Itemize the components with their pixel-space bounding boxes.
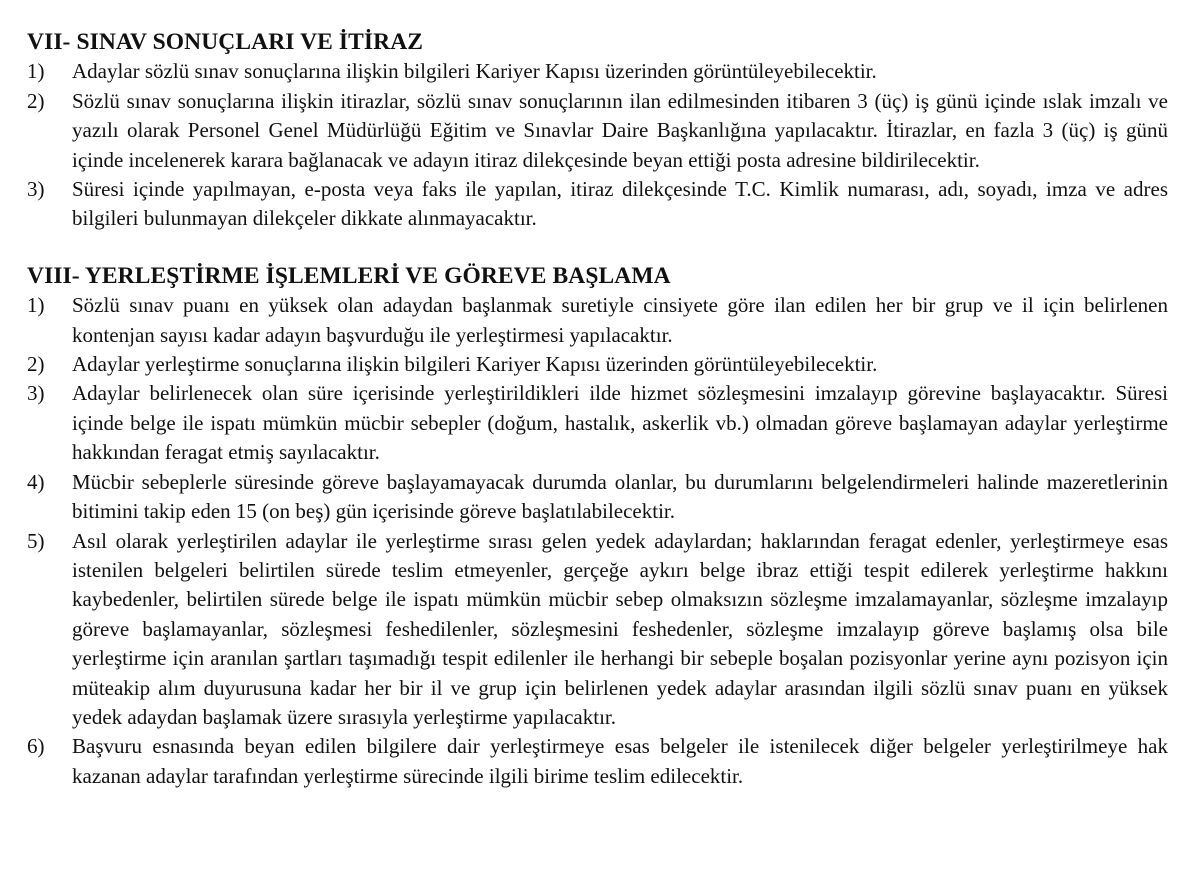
item-number: 1) [27,293,45,318]
item-text: Süresi içinde yapılmayan, e-posta veya faks ile yapılan, itiraz dilekçesinde T.C. Kimlik numarası, adı, soyadı, imza ve adres bilgileri bulunmayan dilekçeler dikkate alınmayacaktır. [72,177,1168,231]
item-text: Başvuru esnasında beyan edilen bilgilere dair yerleştirmeye esas belgeler ile istenilecek diğer belgeler yerleştirilmeye hak kazanan adaylar tarafından yerleştirme sürecinde ilgili birime teslim edilecektir. [72,734,1168,788]
item-number: 2) [27,352,45,377]
item-number: 3) [27,381,45,406]
section-title: VII- SINAV SONUÇLARI VE İTİRAZ [27,29,424,55]
list-item [27,175,1168,234]
list-item [27,87,1168,175]
item-text: Sözlü sınav sonuçlarına ilişkin itirazlar, sözlü sınav sonuçlarının ilan edilmesinden itibaren 3 (üç) iş günü içinde ıslak imzalı ve yazılı olarak Personel Genel Müdürlüğü Eğitim ve Sınavlar Daire Başkanlığına yapılacaktır. İtirazlar, en fazla 3 (üç) iş günü içinde incelenerek karara bağlanacak ve adayın itiraz dilekçesinde beyan ettiği posta adresine bildirilecektir. [72,88,1168,172]
item-text: Asıl olarak yerleştirilen adaylar ile yerleştirme sırası gelen yedek adaylardan; haklarından feragat edenler, yerleştirmeye esas istenilen belgeleri belirtilen sürede teslim etmeyenler, gerçeğe aykırı belge ibraz ettiği tespit edilerek yerleştirme hakkını kaybedenler, belirtilen sürede belge ile ispatı mümkün mücbir sebep olmaksızın sözleşme imzalamayanlar, sözleşme imzalayıp göreve başlamayanlar, sözleşmesi feshedilenler, sözleşmesini feshedenler, sözleşme imzalayıp göreve başlamış olsa bile yerleştirme için aranılan şartları taşımadığı tespit edilenler ile herhangi bir sebeple boşalan pozisyonlar yerine aynı pozisyon için müteakip alım duyurusuna kadar her bir il ve grup için belirlenen yedek adaylar arasından ilgili sözlü sınav puanı en yüksek yedek adaydan başlamak üzere sırasıyla yerleştirme yapılacaktır. [72,528,1168,729]
item-text: Sözlü sınav puanı en yüksek olan adaydan başlanmak suretiyle cinsiyete göre ilan edilen her bir grup ve il için belirlenen kontenjan sayısı kadar adayın başvurduğu ile yerleştirmesi yapılacaktır. [72,293,1168,347]
list-item [27,350,1168,379]
list-item [27,468,1168,527]
section-sinav-sonuclari [27,28,1168,234]
item-number: 3) [27,177,45,202]
item-text: Adaylar yerleştirme sonuçlarına ilişkin bilgileri Kariyer Kapısı üzerinden görüntüleyebilecektir. [72,352,878,377]
section-yerlestirme-islemleri [27,262,1168,791]
item-number: 6) [27,734,45,759]
item-text: Adaylar sözlü sınav sonuçlarına ilişkin bilgileri Kariyer Kapısı üzerinden görüntüleyebilecektir. [72,59,877,84]
section-title: VIII- YERLEŞTİRME İŞLEMLERİ VE GÖREVE BAŞLAMA [27,262,671,289]
list-item [27,291,1168,350]
item-number: 4) [27,469,45,494]
item-text: Mücbir sebeplerle süresinde göreve başlayamayacak durumda olanlar, bu durumlarını belgelendirmeleri halinde mazeretlerinin bitimini takip eden 15 (on beş) gün içerisinde göreve başlatılabilecektir. [72,469,1168,524]
item-list [27,57,1168,233]
list-item [27,57,1168,86]
list-item [27,732,1168,791]
list-item [27,527,1168,733]
item-list [27,291,1168,791]
list-item [27,379,1168,467]
item-number: 1) [27,59,45,84]
item-text: Adaylar belirlenecek olan süre içerisinde yerleştirildikleri ilde hizmet sözleşmesini imzalayıp görevine başlayacaktır. Süresi içinde belge ile ispatı mümkün mücbir sebepler (doğum, hastalık, askerlik vb.) olmadan göreve başlamayan adaylar yerleştirme hakkından feragat etmiş sayılacaktır. [72,381,1168,465]
item-number: 2) [27,88,45,113]
item-number: 5) [27,528,45,553]
